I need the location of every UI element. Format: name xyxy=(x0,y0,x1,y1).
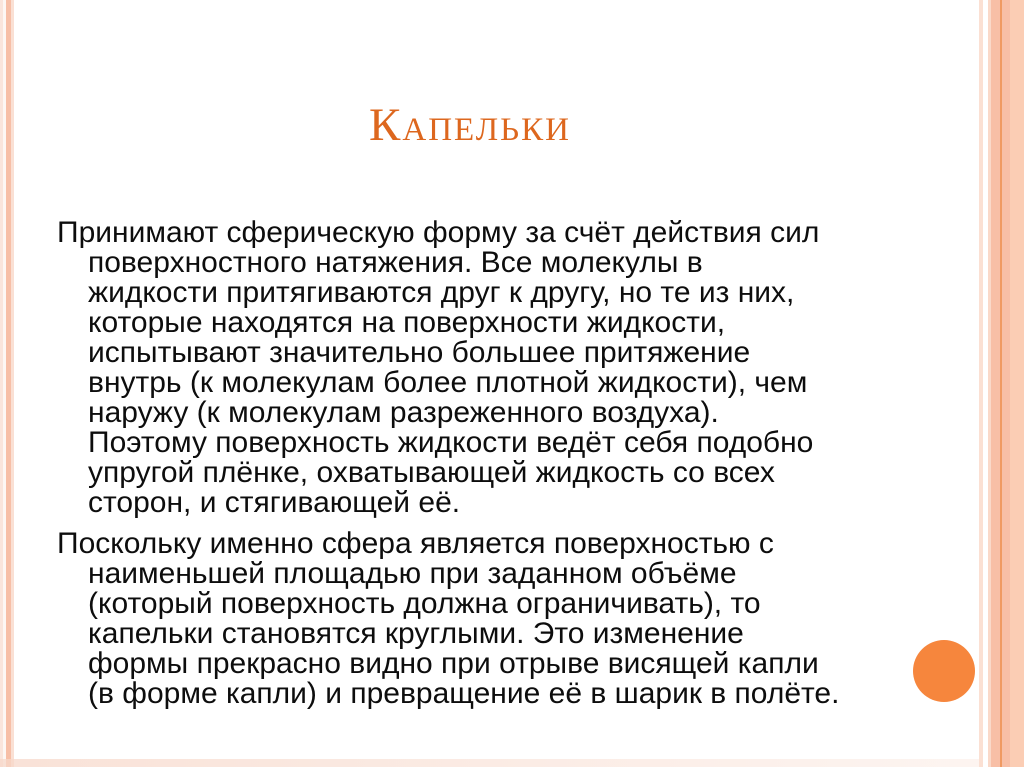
left-accent-stripe xyxy=(0,0,14,767)
accent-circle xyxy=(913,640,975,702)
slide-title: Капельки xyxy=(369,99,571,151)
text-line: (в форме капли) и превращение её в шарик в полёте. xyxy=(88,677,840,710)
text-line: наружу (к молекулам разреженного воздуха). xyxy=(88,396,719,429)
paragraph-1 xyxy=(57,218,907,518)
text-line: поверхностного натяжения. Все молекулы в xyxy=(88,246,703,279)
text-line: Принимают сферическую форму за счёт действия сил xyxy=(57,216,820,249)
text-line: формы прекрасно видно при отрыве висящей капли xyxy=(88,647,819,680)
text-line: которые находятся на поверхности жидкости, xyxy=(88,306,726,339)
bottom-accent-band xyxy=(0,759,1024,767)
text-line: наименьшей площадью при заданном объёме xyxy=(88,557,737,590)
text-line: капельки становятся круглыми. Это изменение xyxy=(88,617,744,650)
text-line: упругой плёнке, охватывающей жидкость со всех xyxy=(88,456,775,489)
text-line: внутрь (к молекулам более плотной жидкости), чем xyxy=(88,366,808,399)
text-line: Поскольку именно сфера является поверхностью с xyxy=(57,527,774,560)
text-line: сторон, и стягивающей её. xyxy=(88,486,461,519)
text-line: Поэтому поверхность жидкости ведёт себя подобно xyxy=(88,426,814,459)
text-line: жидкости притягиваются друг к другу, но те из них, xyxy=(88,276,795,309)
text-line: испытывают значительно большее притяжение xyxy=(88,336,751,369)
paragraph-2 xyxy=(57,529,907,709)
slide-body-text xyxy=(57,218,907,709)
text-line: (который поверхность должна ограничивать), то xyxy=(88,587,761,620)
right-accent-stripe xyxy=(979,0,1024,767)
